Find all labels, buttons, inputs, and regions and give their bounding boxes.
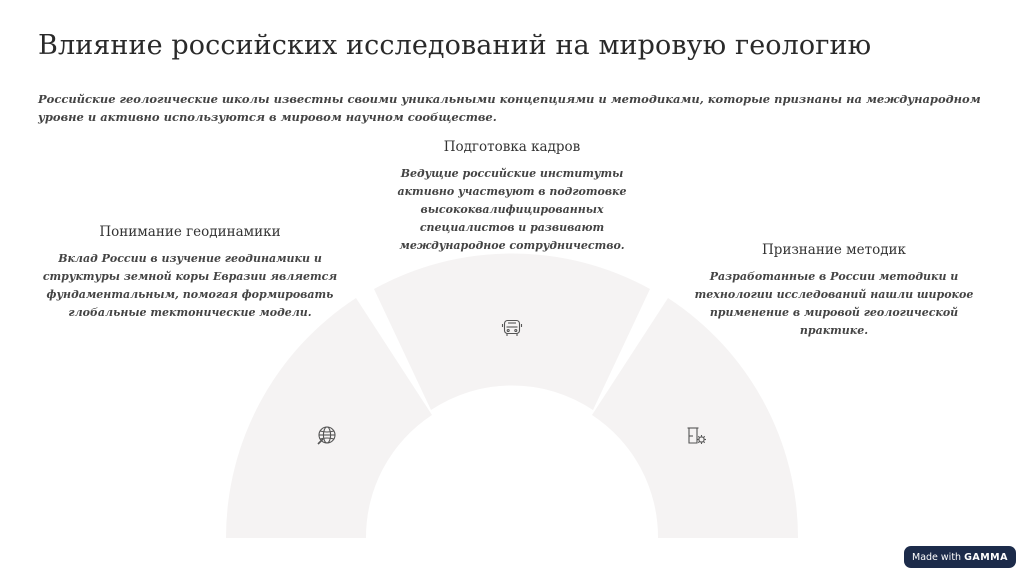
slide-intro: Российские геологические школы известны своими уникальными концепциями и методиками, которые признаны на международном уровне и активно используются в мировом научном сообществе.	[38, 92, 981, 124]
made-with-gamma-badge[interactable]	[904, 546, 1016, 568]
card-geodynamics-title: Понимание геодинамики	[99, 224, 281, 240]
card-training-text: Ведущие российские институты активно участвуют в подготовке высококвалифицированных специалистов и развивают международное сотрудничество.	[397, 167, 627, 252]
card-methods-text: Разработанные в России методики и технологии исследований нашли широкое применение в мировой геологической практике.	[694, 270, 974, 337]
gamma-logo: GAMMA	[964, 551, 1008, 563]
arch-segment-middle	[374, 254, 650, 410]
card-geodynamics-text: Вклад России в изучение геодинамики и структуры земной коры Евразии является фундаментальным, помогая формировать глобальные тектонические модели.	[42, 252, 338, 319]
card-methods-title: Признание методик	[762, 242, 906, 258]
slide-title: Влияние российских исследований на мировую геологию	[38, 30, 872, 61]
badge-prefix: Made with	[912, 551, 962, 563]
card-training-title: Подготовка кадров	[443, 139, 581, 155]
